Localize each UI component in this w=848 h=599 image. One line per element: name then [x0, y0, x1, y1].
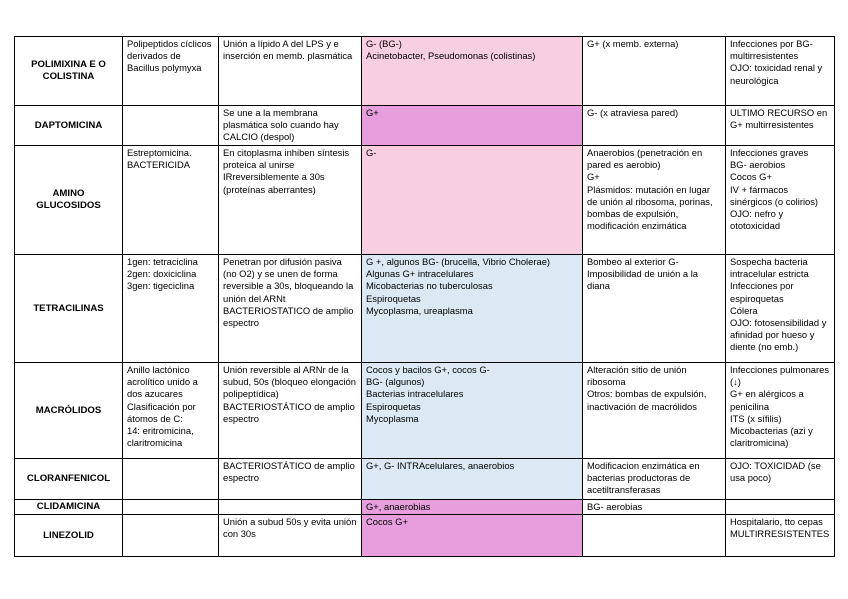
resistance-cell — [583, 37, 726, 106]
spectrum-cell — [362, 363, 583, 459]
resistance-cell — [583, 515, 726, 557]
cell-line: BACTERIOSTÁTICO de amplio espectro — [223, 400, 355, 424]
mechanism-cell — [219, 515, 362, 557]
cell-line: Polipeptidos cíclicos derivados de Bacillus polymyxa — [127, 38, 212, 74]
cell-line: Acinetobacter, Pseudomonas (colistinas) — [366, 50, 536, 62]
drug-name: TETRACILINAS — [15, 255, 123, 363]
cell-line: Unión a subud 50s y evita unión con 30s — [223, 516, 357, 540]
description-cell — [123, 515, 219, 557]
cell-line: ULTIMO RECURSO en G+ multirresistentes — [730, 107, 828, 131]
cell-line: Bacterias intracelulares — [366, 388, 464, 400]
cell-line: Otros: bombas de expulsión, inactivación de macrólidos — [587, 388, 707, 412]
description-cell — [123, 37, 219, 106]
cell-line: G+ en alérgicos a penicilina — [730, 388, 804, 412]
cell-line: G+ — [366, 107, 379, 118]
cell-line: Alteración sitio de unión ribosoma — [587, 364, 687, 388]
indications-cell — [726, 515, 835, 557]
description-cell — [123, 500, 219, 515]
cell-line: Penetran por difusión pasiva (no O2) y se unen de forma reversible a 30s, bloqueando la unión del ARNt — [223, 256, 354, 304]
table-row — [15, 363, 835, 459]
cell-line: G+ — [587, 171, 600, 183]
table-row — [15, 500, 835, 515]
indications-cell — [726, 363, 835, 459]
spectrum-cell — [362, 255, 583, 363]
cell-line: OJO: fotosensibilidad y afinidad por hueso y diente (no emb.) — [730, 317, 827, 353]
cell-line: Micobacterias no tuberculosas — [366, 280, 493, 292]
cell-line: Unión a lípido A del LPS y e inserción en memb. plasmática — [223, 38, 353, 62]
cell-line: Mycoplasma — [366, 412, 419, 424]
drug-name: POLIMIXINA E O COLISTINA — [15, 37, 123, 106]
mechanism-cell — [219, 459, 362, 500]
spectrum-cell — [362, 37, 583, 106]
cell-line: Cocos y bacilos G+, cocos G- — [366, 364, 490, 375]
cell-line: OJO: TOXICIDAD (se usa poco) — [730, 460, 821, 484]
cell-line: Espiroquetas — [366, 400, 421, 412]
cell-line: 14: eritromicina, claritromicina — [127, 425, 194, 449]
cell-line: Sospecha bacteria intracelular estricta — [730, 256, 809, 280]
cell-line: Mycoplasma, ureaplasma — [366, 304, 473, 316]
description-cell — [123, 459, 219, 500]
cell-line: Unión reversible al ARNr de la subud, 50s (bloqueo elongación polipeptídica) — [223, 364, 356, 400]
resistance-cell — [583, 500, 726, 515]
drug-name: AMINO GLUCOSIDOS — [15, 146, 123, 255]
resistance-cell — [583, 363, 726, 459]
cell-line: Modificacion enzimática en bacterias productoras de acetiltransferasas — [587, 460, 700, 496]
mechanism-cell — [219, 37, 362, 106]
cell-line: 2gen: doxiciclina — [127, 268, 197, 280]
cell-line: BACTERIOSTATICO de amplio espectro — [223, 304, 354, 329]
cell-line: Micobacterias (azi y claritromicina) — [730, 425, 813, 449]
cell-line: G- (x atraviesa pared) — [587, 107, 679, 118]
description-cell — [123, 146, 219, 255]
cell-line: G- (BG-) — [366, 38, 402, 49]
table-row — [15, 37, 835, 106]
drug-name: CLIDAMICINA — [15, 500, 123, 515]
drug-name: MACRÓLIDOS — [15, 363, 123, 459]
mechanism-cell — [219, 363, 362, 459]
cell-line: Cólera — [730, 304, 758, 316]
spectrum-cell — [362, 146, 583, 255]
cell-line: G+, G- INTRAcelulares, anaerobios — [366, 460, 515, 471]
cell-line: G +, algunos BG- (brucella, Vibrio Cholerae) — [366, 256, 551, 267]
cell-line: BG- (algunos) — [366, 376, 425, 388]
indications-cell — [726, 459, 835, 500]
cell-line: Infecciones por espiroquetas — [730, 280, 794, 304]
resistance-cell — [583, 459, 726, 500]
drug-name: LINEZOLID — [15, 515, 123, 557]
cell-line: BACTERIOSTÁTICO de amplio espectro — [223, 460, 355, 484]
table-row — [15, 459, 835, 500]
resistance-cell — [583, 106, 726, 146]
description-cell — [123, 363, 219, 459]
cell-line: 1gen: tetraciclina — [127, 256, 198, 267]
mechanism-cell — [219, 106, 362, 146]
description-cell — [123, 255, 219, 363]
cell-line: Anillo lactónico acrolítico unido a dos azucares — [127, 364, 198, 400]
cell-line: Imposibilidad de unión a la diana — [587, 268, 699, 292]
antibiotics-table — [14, 36, 835, 557]
cell-line: IV + fármacos sinérgicos (o colirios) — [730, 183, 819, 207]
drug-name: DAPTOMICINA — [15, 106, 123, 146]
cell-line: OJO: nefro y ototoxicidad — [730, 208, 784, 232]
cell-line: G+ (x memb. externa) — [587, 38, 679, 49]
cell-line: BG- aerobias — [587, 501, 643, 512]
cell-line: En citoplasma inhiben síntesis proteica al unirse IRreversiblemente a 30s (proteínas aberrantes) — [223, 147, 350, 195]
drug-name: CLORANFENICOL — [15, 459, 123, 500]
cell-line: Espiroquetas — [366, 292, 421, 304]
cell-line: G- — [366, 147, 377, 158]
cell-line: Plásmidos: mutación en lugar de unión al ribosoma, porinas, bombas de expulsión, modificación enzimática — [587, 183, 713, 232]
table-row — [15, 106, 835, 146]
indications-cell — [726, 255, 835, 363]
mechanism-cell — [219, 500, 362, 515]
indications-cell — [726, 500, 835, 515]
cell-line: Algunas G+ intracelulares — [366, 268, 474, 280]
table-row — [15, 255, 835, 363]
cell-line: Se une a la membrana plasmática solo cuando hay CALCIO (despol) — [223, 107, 339, 143]
spectrum-cell — [362, 106, 583, 146]
indications-cell — [726, 37, 835, 106]
table-row — [15, 146, 835, 255]
cell-line: Anaerobios (penetración en pared es aerobio) — [587, 147, 703, 171]
spectrum-cell — [362, 515, 583, 557]
cell-line: G+, anaerobias — [366, 501, 431, 512]
resistance-cell — [583, 255, 726, 363]
cell-line: Bombeo al exterior G- — [587, 256, 679, 267]
spectrum-cell — [362, 459, 583, 500]
mechanism-cell — [219, 255, 362, 363]
cell-line: Cocos G+ — [730, 171, 772, 183]
resistance-cell — [583, 146, 726, 255]
cell-line: Infecciones por BG-multirresistentes — [730, 38, 813, 62]
cell-line: BG- aerobios — [730, 159, 786, 171]
table-row — [15, 515, 835, 557]
indications-cell — [726, 146, 835, 255]
cell-line: Infecciones pulmonares (↓) — [730, 364, 830, 388]
cell-line: OJO: toxicidad renal y neurológica — [730, 62, 823, 86]
cell-line: Estreptomicina. BACTERICIDA — [127, 147, 192, 171]
cell-line: 3gen: tigeciclina — [127, 280, 195, 292]
cell-line: Hospitalario, tto cepas MULTIRRESISTENTES — [730, 516, 830, 540]
indications-cell — [726, 106, 835, 146]
mechanism-cell — [219, 146, 362, 255]
cell-line: Cocos G+ — [366, 516, 408, 528]
cell-line: ITS (x sífilis) — [730, 412, 782, 424]
spectrum-cell — [362, 500, 583, 515]
description-cell — [123, 106, 219, 146]
cell-line: Infecciones graves — [730, 147, 809, 158]
cell-line: Clasificación por átomos de C: — [127, 400, 196, 424]
